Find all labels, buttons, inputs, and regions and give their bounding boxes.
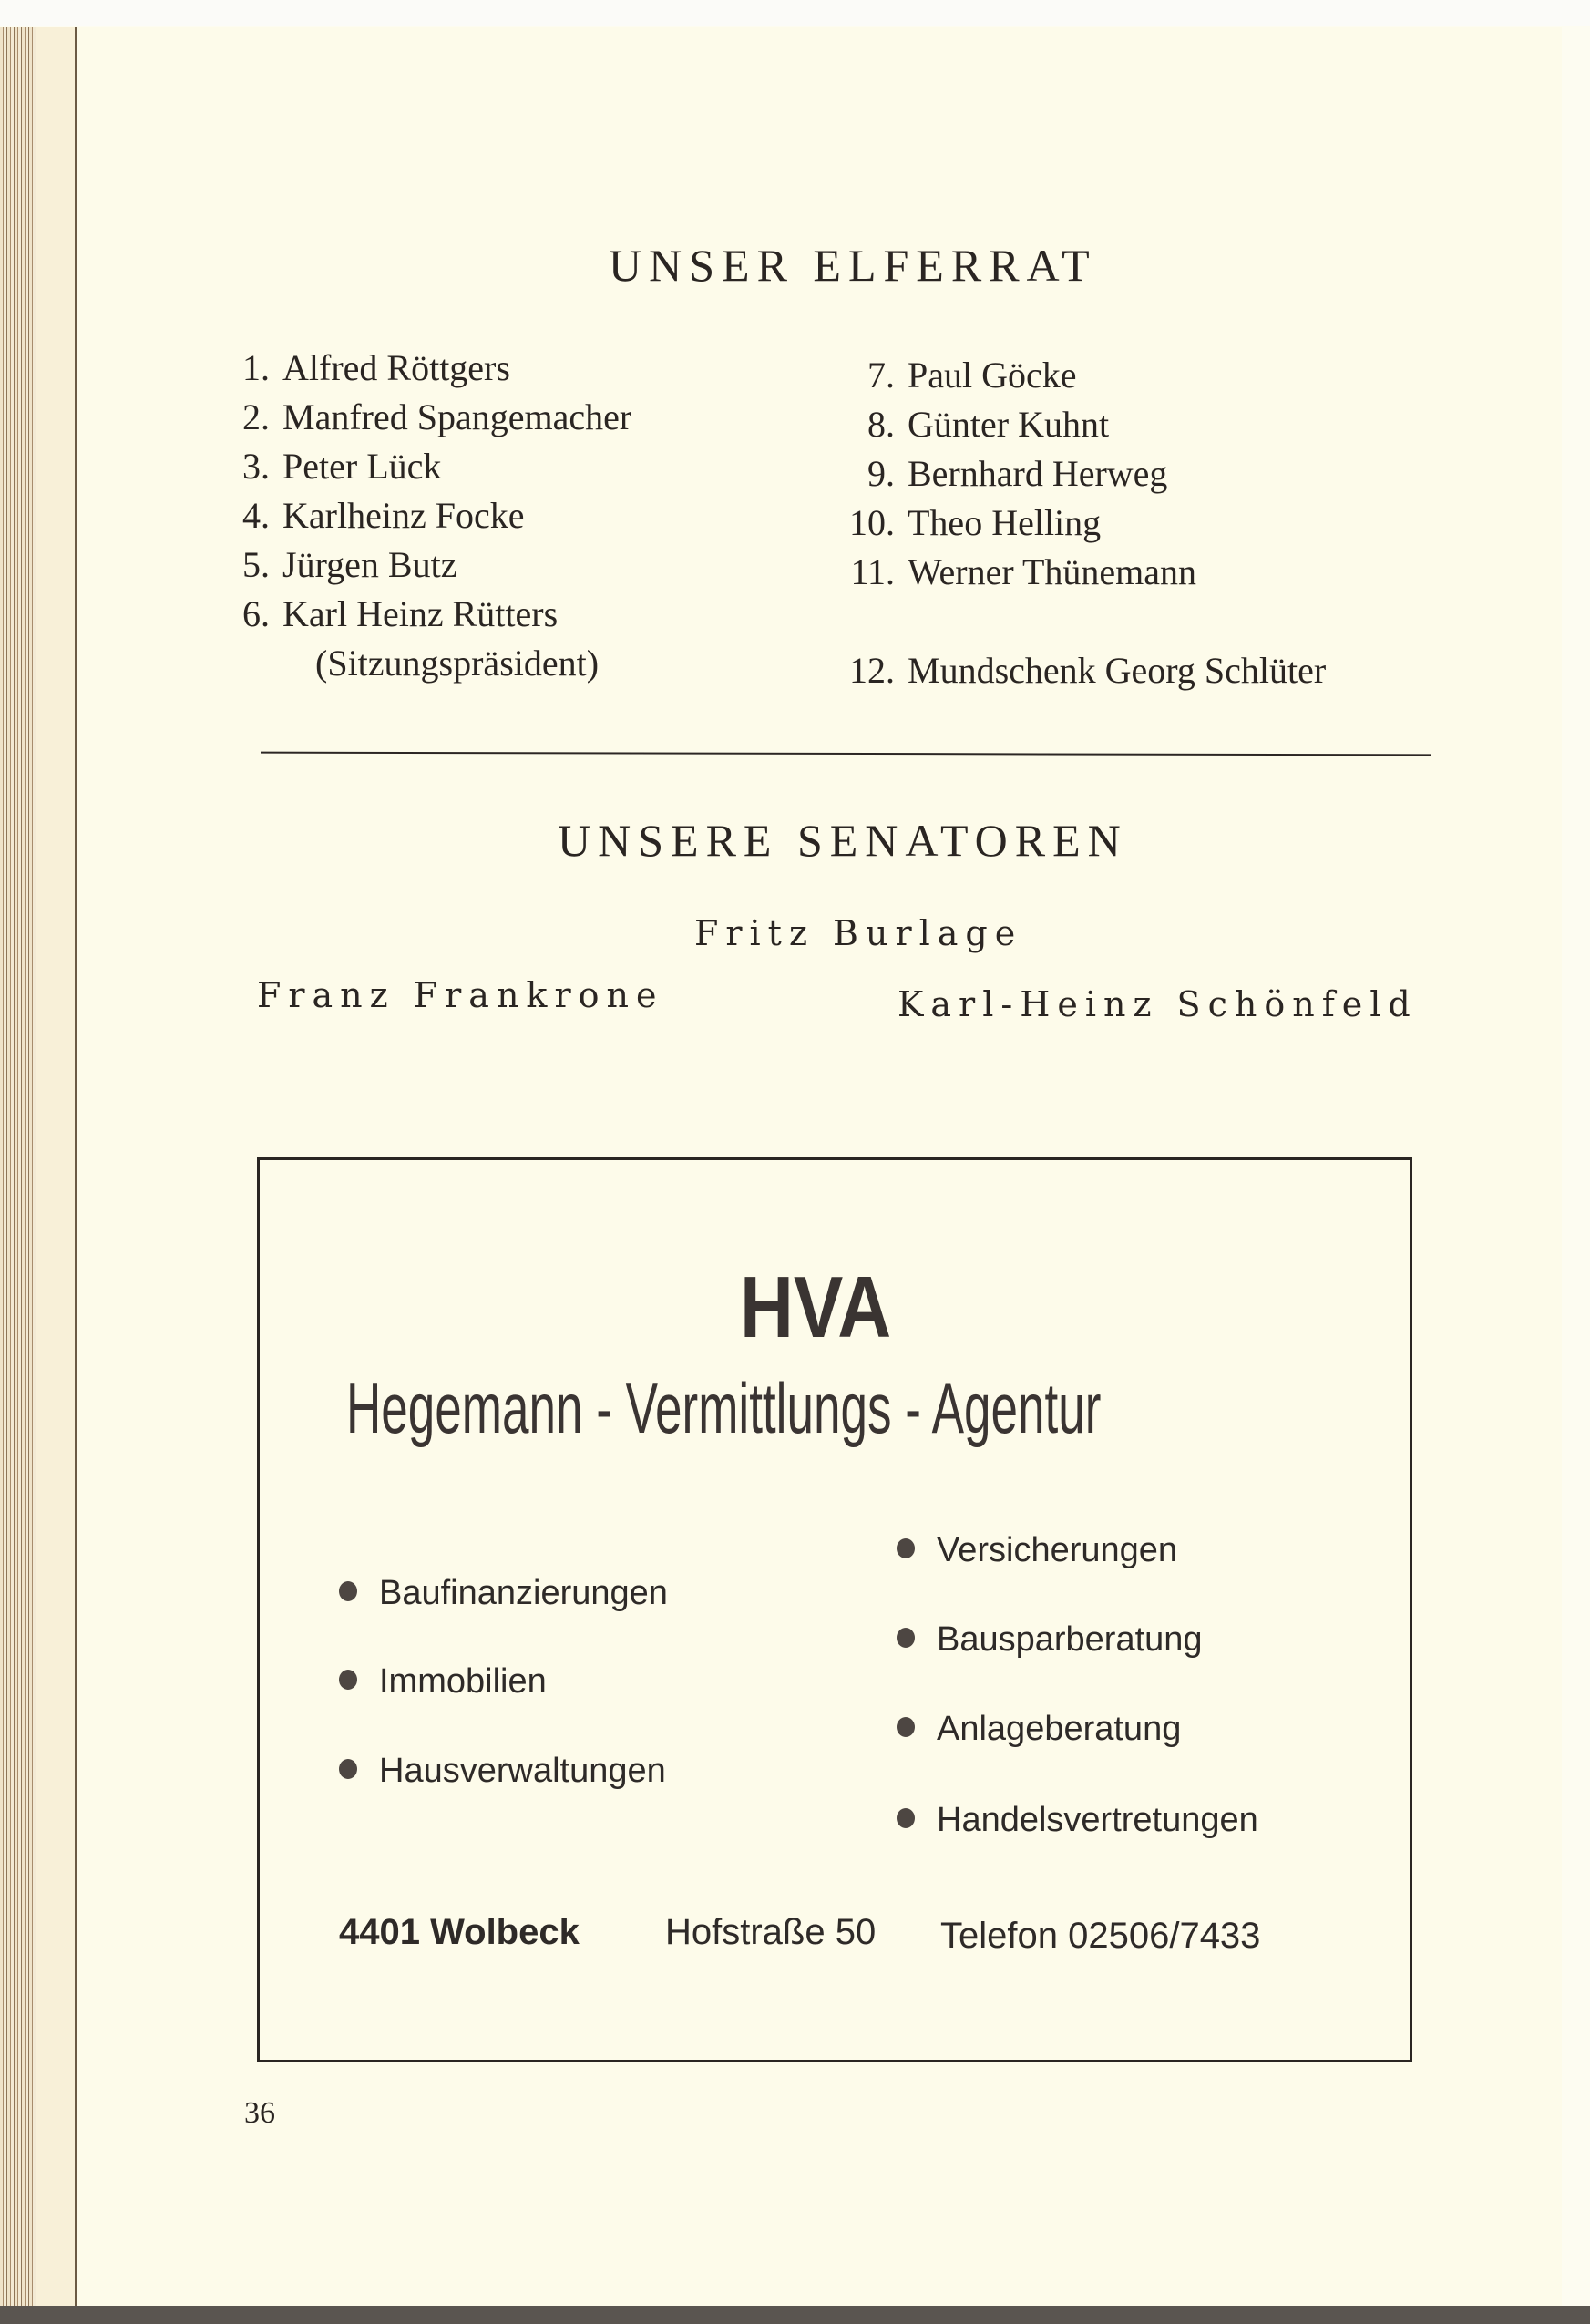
- list-item: 1. Alfred Röttgers: [242, 347, 510, 388]
- ad-phone: Telefon 02506/7433: [940, 1916, 1261, 1956]
- list-item: 8. Günter Kuhnt: [867, 404, 1110, 445]
- page-number: 36: [244, 2096, 275, 2130]
- bullet-icon: [339, 1581, 357, 1601]
- senator-name: Karl-Heinz Schönfeld: [898, 984, 1418, 1024]
- senator-name: Franz Frankrone: [257, 975, 664, 1015]
- bullet-icon: [897, 1628, 915, 1648]
- list-item: 7. Paul Göcke: [867, 355, 1077, 396]
- elferrat-heading: UNSER ELFERRAT: [609, 240, 1097, 291]
- senator-name: Fritz Burlage: [694, 913, 1023, 953]
- ad-city: 4401 Wolbeck: [339, 1912, 580, 1952]
- list-item: 6. Karl Heinz Rütters: [242, 593, 559, 634]
- service-item: Anlageberatung: [897, 1710, 1181, 1749]
- senatoren-heading: UNSERE SENATOREN: [558, 815, 1128, 866]
- list-item: 5. Jürgen Butz: [242, 544, 457, 585]
- page-stack-edge: [0, 27, 36, 2306]
- list-item: 4. Karlheinz Focke: [242, 495, 525, 536]
- list-item-mundschenk: 12. Mundschenk Georg Schlüter: [849, 650, 1327, 691]
- service-item: Handelsvertretungen: [897, 1801, 1258, 1840]
- previous-page-edge: [36, 27, 76, 2306]
- president-note: (Sitzungspräsident): [315, 643, 600, 684]
- list-item: 2. Manfred Spangemacher: [242, 396, 632, 437]
- ad-street: Hofstraße 50: [665, 1912, 877, 1952]
- service-item: Hausverwaltungen: [339, 1752, 666, 1791]
- bullet-icon: [897, 1808, 915, 1828]
- bullet-icon: [339, 1759, 357, 1779]
- bullet-icon: [897, 1538, 915, 1558]
- service-item: Immobilien: [339, 1662, 547, 1702]
- bullet-icon: [897, 1717, 915, 1737]
- service-item: Baufinanzierungen: [339, 1574, 668, 1613]
- scan-bottom-edge: [0, 2306, 1590, 2324]
- scan-top-margin: [0, 0, 1590, 26]
- service-item: Versicherungen: [897, 1531, 1177, 1570]
- list-item: 10. Theo Helling: [849, 502, 1102, 543]
- ad-logo: HVA: [740, 1259, 892, 1356]
- bullet-icon: [339, 1670, 357, 1690]
- list-item: 9. Bernhard Herweg: [867, 453, 1168, 494]
- service-item: Bausparberatung: [897, 1620, 1203, 1660]
- list-item: 3. Peter Lück: [242, 446, 442, 487]
- list-item: 11. Werner Thünemann: [850, 551, 1197, 592]
- ad-company-name: Hegemann - Vermittlungs - Agentur: [346, 1368, 1102, 1448]
